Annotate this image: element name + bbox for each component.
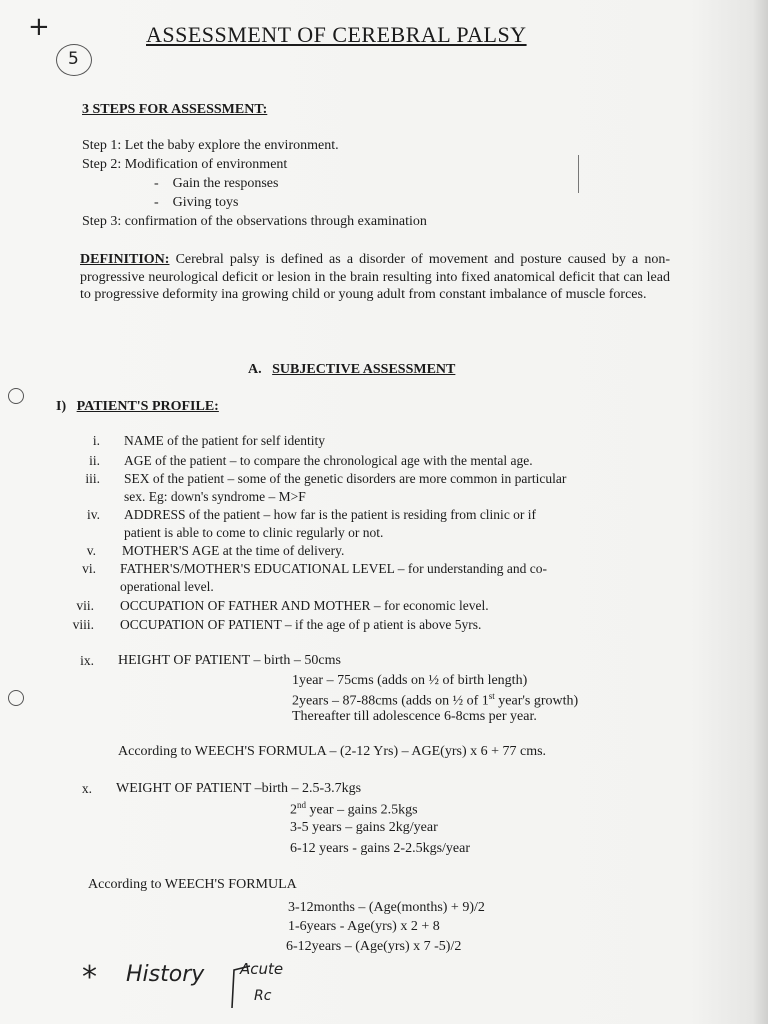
weight-formula-2: 1-6years - Age(yrs) x 2 + 8 — [288, 919, 440, 934]
item-numeral: x. — [81, 781, 92, 796]
item-numeral: v. — [86, 543, 96, 558]
height-line-3: Thereafter till adolescence 6-8cms per year. — [292, 709, 537, 724]
step-1: Step 1: Let the baby explore the environment. — [82, 138, 339, 153]
item-numeral: iii. — [85, 471, 100, 486]
handwritten-rc: Rc — [254, 988, 272, 1004]
handwritten-history: History — [126, 962, 205, 987]
weight-formula-3: 6-12years – (Age(yrs) x 7 -5)/2 — [286, 939, 462, 954]
height-label: HEIGHT OF PATIENT – birth – 50cms — [118, 653, 341, 668]
height-formula: According to WEECH'S FORMULA – (2-12 Yrs) – AGE(yrs) x 6 + 77 cms. — [118, 744, 547, 759]
edge-tick-mark — [578, 155, 579, 193]
step-3: Step 3: confirmation of the observations through examination — [82, 214, 427, 229]
list-item: FATHER'S/MOTHER'S EDUCATIONAL LEVEL – for understanding and co- — [120, 561, 547, 576]
item-numeral: vi. — [82, 561, 96, 576]
definition-label: DEFINITION: — [80, 252, 170, 267]
definition-text: Cerebral palsy is defined as a disorder of movement and posture caused by a non-progressive neurological deficit or lesion in the brain resulting into fixed anatomical deficit that can lead to progressive deformity ina growing child or young adult from constant imbalance of muscle forces. — [80, 252, 671, 302]
list-item: SEX of the patient – some of the genetic disorders are more common in particular — [124, 471, 567, 486]
punch-hole-top — [8, 388, 24, 404]
list-item: OCCUPATION OF PATIENT – if the age of p atient is above 5yrs. — [120, 617, 482, 632]
item-numeral: viii. — [72, 617, 94, 632]
list-item-continuation: operational level. — [120, 579, 214, 594]
list-item: MOTHER'S AGE at the time of delivery. — [122, 543, 345, 558]
height-line-1: 1year – 75cms (adds on ½ of birth length) — [292, 673, 528, 688]
definition-paragraph — [80, 251, 670, 304]
circled-number-mark: 5 — [56, 44, 92, 76]
step-2-bullet-2: - Giving toys — [154, 195, 239, 210]
weight-line-1: 2nd year – gains 2.5kgs — [290, 800, 418, 818]
step-2-bullet-1: - Gain the responses — [154, 176, 279, 191]
item-numeral: ix. — [80, 653, 94, 668]
item-numeral: iv. — [87, 507, 100, 522]
item-numeral: i. — [92, 433, 100, 448]
weight-line-3: 6-12 years - gains 2-2.5kgs/year — [290, 841, 471, 856]
page-title: ASSESSMENT OF CEREBRAL PALSY — [146, 22, 527, 47]
weight-formula-heading: According to WEECH'S FORMULA — [88, 877, 297, 892]
height-line-2: 2years – 87-88cms (adds on ½ of 1st year's growth) — [292, 691, 579, 709]
corner-mark-plus: + — [28, 12, 50, 42]
item-numeral: ii. — [89, 453, 100, 468]
list-item: OCCUPATION OF FATHER AND MOTHER – for economic level. — [120, 598, 489, 613]
list-item-continuation: sex. Eg: down's syndrome – M>F — [124, 489, 306, 504]
weight-label: WEIGHT OF PATIENT –birth – 2.5-3.7kgs — [116, 781, 362, 796]
handwritten-star: * — [82, 960, 97, 995]
list-item-continuation: patient is able to come to clinic regularly or not. — [124, 525, 384, 540]
item-numeral: vii. — [76, 598, 94, 613]
handwritten-acute: Acute — [240, 960, 284, 978]
section-a-heading: A. SUBJECTIVE ASSESSMENT — [248, 362, 456, 377]
list-item: NAME of the patient for self identity — [124, 433, 325, 448]
weight-line-2: 3-5 years – gains 2kg/year — [290, 820, 438, 835]
weight-formula-1: 3-12months – (Age(months) + 9)/2 — [288, 900, 485, 915]
steps-heading: 3 STEPS FOR ASSESSMENT: — [82, 102, 268, 117]
list-item: ADDRESS of the patient – how far is the patient is residing from clinic or if — [124, 507, 537, 522]
step-2: Step 2: Modification of environment — [82, 157, 288, 172]
profile-heading: I) PATIENT'S PROFILE: — [56, 399, 219, 414]
punch-hole-bottom — [8, 690, 24, 706]
list-item: AGE of the patient – to compare the chronological age with the mental age. — [124, 453, 533, 468]
